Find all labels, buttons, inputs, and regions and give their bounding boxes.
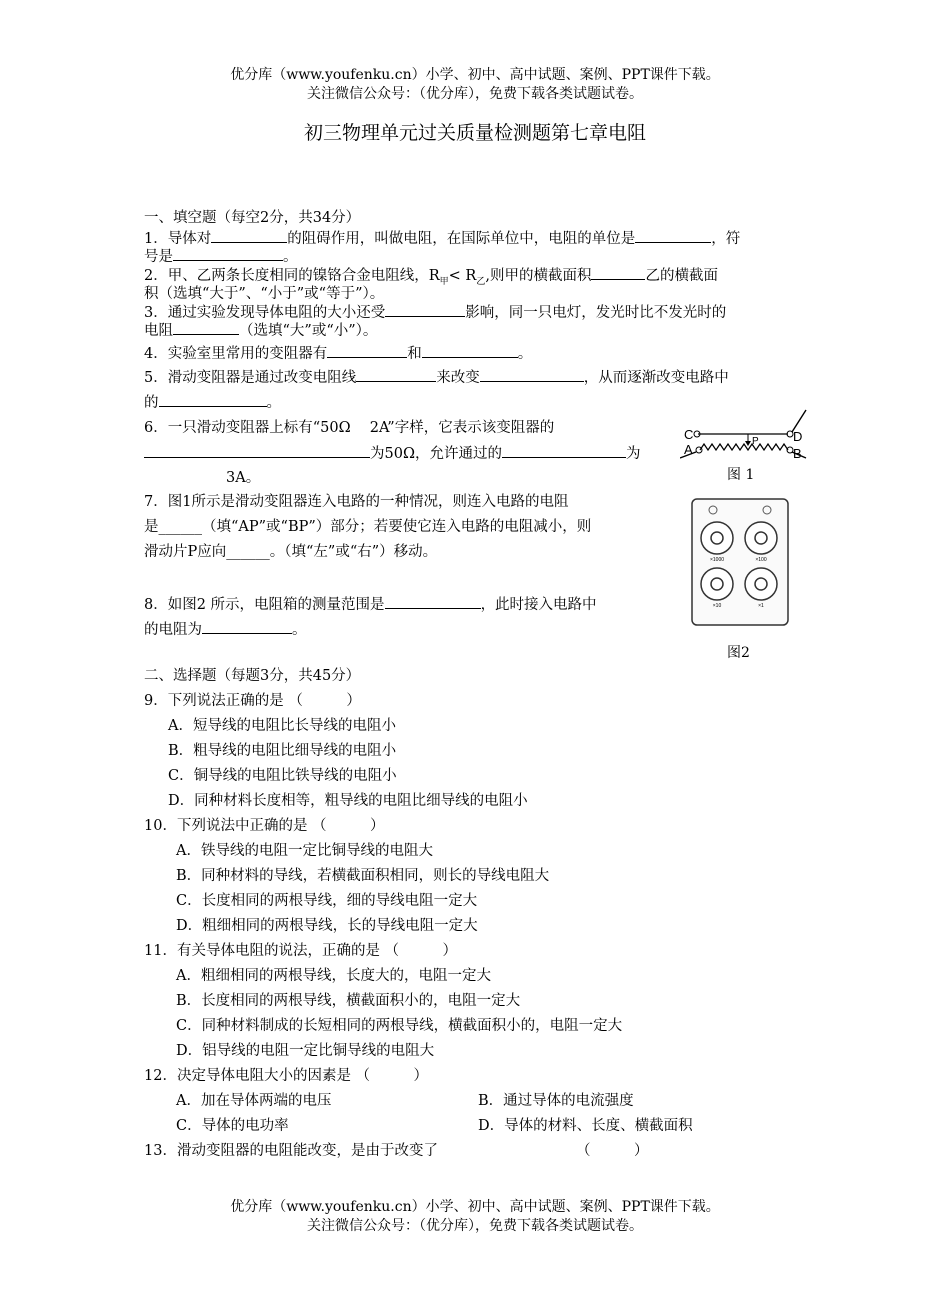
dial-label-1: ×1 [758, 603, 764, 609]
question-12-stem: 12．决定导体电阻大小的因素是 （ ） [144, 1068, 429, 1084]
page-title: 初三物理单元过关质量检测题第七章电阻 [303, 122, 646, 144]
question-9-option-c: C．铜导线的电阻比铁导线的电阻小 [168, 768, 397, 784]
question-5-line-2: 的 。 [144, 392, 281, 413]
terminal-a-label: A [684, 442, 693, 457]
dial-label-10: ×10 [712, 603, 722, 609]
question-9-option-b: B．粗导线的电阻比细导线的电阻小 [168, 743, 397, 759]
question-6-line-2: 为50Ω，允许通过的 为 [144, 443, 640, 464]
question-10-option-c: C．长度相同的两根导线，细的导线电阻一定大 [176, 893, 478, 909]
dial-bottom-right [745, 568, 777, 600]
rheostat-diagram [680, 404, 810, 460]
terminal-c-label: C [684, 427, 694, 442]
dial-top-left [701, 522, 733, 554]
dial-label-100: ×100 [755, 557, 767, 563]
question-7-line-1: 7．图1所示是滑动变阻器连入电路的一种情况，则连入电路的电阻 [144, 494, 569, 510]
footer-line-1: 优分库（www.youfenku.cn）小学、初中、高中试题、案例、PPT课件下载。 [230, 1199, 720, 1215]
terminal-b-label: B [793, 446, 802, 460]
question-6-line-3: 3A。 [226, 470, 261, 486]
question-11-option-c: C．同种材料制成的长短相同的两根导线，横截面积小的，电阻一定大 [176, 1018, 623, 1034]
question-9-option-a: A．短导线的电阻比长导线的电阻小 [168, 718, 396, 734]
header-line-1: 优分库（www.youfenku.cn）小学、初中、高中试题、案例、PPT课件下载。 [230, 67, 720, 83]
question-11-stem: 11．有关导体电阻的说法，正确的是 （ ） [144, 943, 458, 959]
dial-top-right [745, 522, 777, 554]
question-10-option-d: D．粗细相同的两根导线，长的导线电阻一定大 [176, 918, 478, 934]
figure-1-caption: 图 1 [727, 467, 755, 483]
question-13-paren: （ ） [576, 1143, 649, 1159]
question-11-option-d: D．铝导线的电阻一定比铜导线的电阻大 [176, 1043, 435, 1059]
question-2-line-1: 2．甲、乙两条长度相同的镍铬合金电阻线，$R_甲< R_乙$,则甲的横截面积 乙的横截面 [144, 265, 718, 292]
question-7-line-2: 是______（填“AP”或“BP”）部分；若要使它连入电路的电阻减小，则 [144, 519, 592, 535]
figure-1-rheostat [680, 404, 810, 460]
dial-bottom-left [701, 568, 733, 600]
question-6-line-1: 6．一只滑动变阻器上标有“50Ω 2A”字样，它表示该变阻器的 [144, 420, 555, 436]
question-9-option-d: D．同种材料长度相等，粗导线的电阻比细导线的电阻小 [168, 793, 528, 809]
question-1-line-2: 号是 。 [144, 246, 298, 267]
question-8-line-2: 的电阻为 。 [144, 619, 307, 640]
question-10-option-b: B．同种材料的导线，若横截面积相同，则长的导线电阻大 [176, 868, 550, 884]
resistance-box-diagram [691, 498, 789, 626]
question-12-option-b: B．通过导体的电流强度 [478, 1093, 634, 1109]
figure-2-resistance-box [691, 498, 789, 626]
figure-2-caption: 图2 [727, 645, 750, 661]
question-12-option-d: D．导体的材料、长度、横截面积 [478, 1118, 693, 1134]
question-11-option-a: A．粗细相同的两根导线，长度大的，电阻一定大 [176, 968, 491, 984]
header-line-2: 关注微信公众号：（优分库），免费下载各类试题试卷。 [307, 86, 643, 102]
footer-line-2: 关注微信公众号：（优分库），免费下载各类试题试卷。 [307, 1218, 643, 1234]
question-11-option-b: B．长度相同的两根导线，横截面积小的，电阻一定大 [176, 993, 521, 1009]
question-12-option-a: A．加在导体两端的电压 [176, 1093, 332, 1109]
question-2-line-2: 积（选填“大于”、“小于”或“等于”）。 [144, 286, 385, 302]
terminal-d-label: D [793, 429, 803, 444]
question-5-line-1: 5．滑动变阻器是通过改变电阻线 来改变 ，从而逐渐改变电路中 [144, 367, 729, 388]
question-8-line-1: 8．如图2 所示，电阻箱的测量范围是 ，此时接入电路中 [144, 594, 597, 615]
dial-label-1000: ×1000 [709, 557, 725, 563]
question-10-option-a: A．铁导线的电阻一定比铜导线的电阻大 [176, 843, 433, 859]
question-12-option-c: C．导体的电功率 [176, 1118, 289, 1134]
question-1-line-1: 1．导体对 的阻碍作用，叫做电阻，在国际单位中，电阻的单位是 ，符 [144, 228, 740, 249]
question-3-line-1: 3．通过实验发现导体电阻的大小还受 影响，同一只电灯，发光时比不发光时的 [144, 302, 726, 323]
section1-heading: 一、填空题（每空2分，共34分） [144, 210, 361, 226]
question-9-stem: 9．下列说法正确的是 （ ） [144, 693, 361, 709]
slider-p-label: P [752, 436, 759, 447]
section2-heading: 二、选择题（每题3分，共45分） [144, 668, 361, 684]
question-10-stem: 10．下列说法中正确的是 （ ） [144, 818, 385, 834]
question-4: 4．实验室里常用的变阻器有 和 。 [144, 343, 532, 364]
question-7-line-3: 滑动片P应向______。（填“左”或“右”）移动。 [144, 544, 438, 560]
question-13-stem: 13．滑动变阻器的电阻能改变，是由于改变了 [144, 1143, 438, 1159]
question-3-line-2: 电阻 （选填“大”或“小”）。 [144, 320, 377, 341]
